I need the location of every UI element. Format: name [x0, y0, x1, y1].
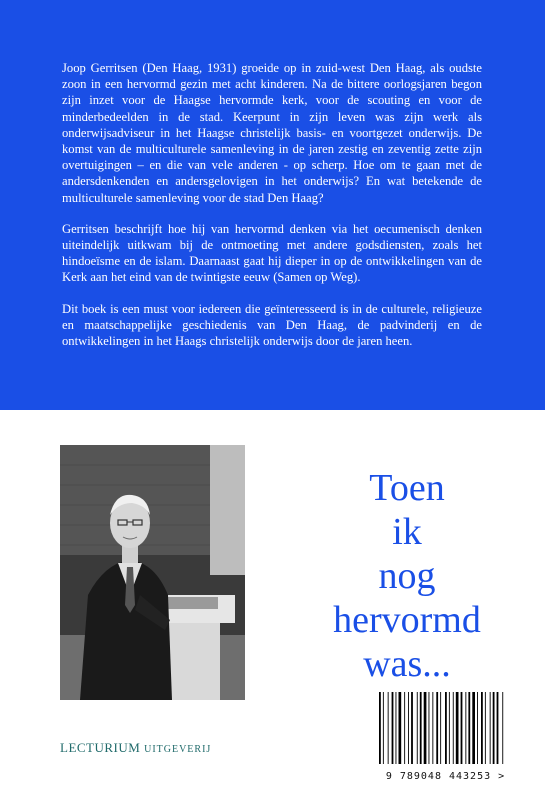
blurb-paragraph-3: Dit boek is een must voor iedereen die geïnteresseerd is in de culturele, religieuze en maatschappelijke geschiedenis van Den Haag, de padvinderij en de ontwikkelingen in het Haags christelijk onderwijs door de jaren heen. — [62, 301, 482, 349]
barcode-bar — [404, 692, 405, 764]
barcode-bar — [461, 692, 463, 764]
barcode-bar — [432, 692, 433, 764]
blurb-paragraph-1: Joop Gerritsen (Den Haag, 1931) groeide op in zuid-west Den Haag, als oudste zoon in een hervormd gezin met acht kinderen. Na de bittere oorlogsjaren begon zijn inzet voor de Haagse hervormde kerk, voor de scouting en voor de minderbedeelden in de stad. Keerpunt in zijn leven was zijn werk als onderwijsadviseur in het Haagse christelijk basis- en voortgezet onderwijs. De komst van de multiculturele samenleving in de jaren zestig en zeventig zette zijn overtuigingen – en die van vele anderen - op scherp. Hoe om te gaan met de andersdenkenden en andersgelovigen in het onderwijs? En wat betekende de multiculturele samenleving voor de stad Den Haag? — [62, 61, 482, 205]
barcode-bar — [408, 692, 409, 764]
publisher-brand: LECTURIUM — [60, 740, 141, 755]
barcode-bar — [411, 692, 413, 764]
blurb-text — [62, 60, 482, 364]
barcode-bar — [477, 692, 478, 764]
publisher-logo — [60, 740, 211, 756]
barcode-bars — [373, 690, 518, 768]
barcode-bar — [453, 692, 454, 764]
barcode-bar — [440, 692, 441, 764]
barcode-bar — [502, 692, 503, 764]
barcode-bar — [420, 692, 422, 764]
blurb-paragraph-2: Gerritsen beschrijft hoe hij van hervormd denken via het oecumenisch denken uiteindelijk uitkwam bij de ontmoeting met andere godsdiensten, zoals het hindoeïsme en de islam. Daarnaast gaat hij dieper in op de ontwikkelingen van de Kerk aan het eind van de twintigste eeuw (Samen op Weg). — [62, 221, 482, 285]
barcode-bar — [485, 692, 486, 764]
barcode-bar — [449, 692, 450, 764]
barcode-bar — [481, 692, 483, 764]
title-line-5: was... — [363, 643, 451, 685]
barcode-bar — [424, 692, 427, 764]
book-title — [300, 466, 514, 686]
barcode-bar — [388, 692, 389, 764]
author-photo — [60, 445, 245, 700]
barcode-bar — [445, 692, 447, 764]
publisher-sub: UITGEVERIJ — [144, 744, 212, 755]
title-line-4: hervormd — [333, 599, 481, 641]
barcode-bar — [497, 692, 499, 764]
title-line-2: ik — [392, 511, 422, 553]
barcode-bar — [468, 692, 470, 764]
barcode-bar — [417, 692, 418, 764]
barcode-bar — [392, 692, 394, 764]
barcode-bar — [490, 692, 491, 764]
title-line-3: nog — [378, 555, 436, 597]
barcode-bar — [456, 692, 459, 764]
barcode-bar — [399, 692, 402, 764]
title-line-1: Toen — [369, 467, 445, 509]
barcode-bar — [429, 692, 430, 764]
barcode-bar — [493, 692, 495, 764]
barcode-bar — [383, 692, 384, 764]
barcode-bar — [465, 692, 466, 764]
isbn-barcode — [373, 690, 518, 782]
barcode-bar — [472, 692, 475, 764]
barcode-bar — [379, 692, 381, 764]
barcode-bar — [396, 692, 397, 764]
barcode-bar — [436, 692, 438, 764]
isbn-digits: 9 789048 443253 > — [385, 771, 506, 782]
